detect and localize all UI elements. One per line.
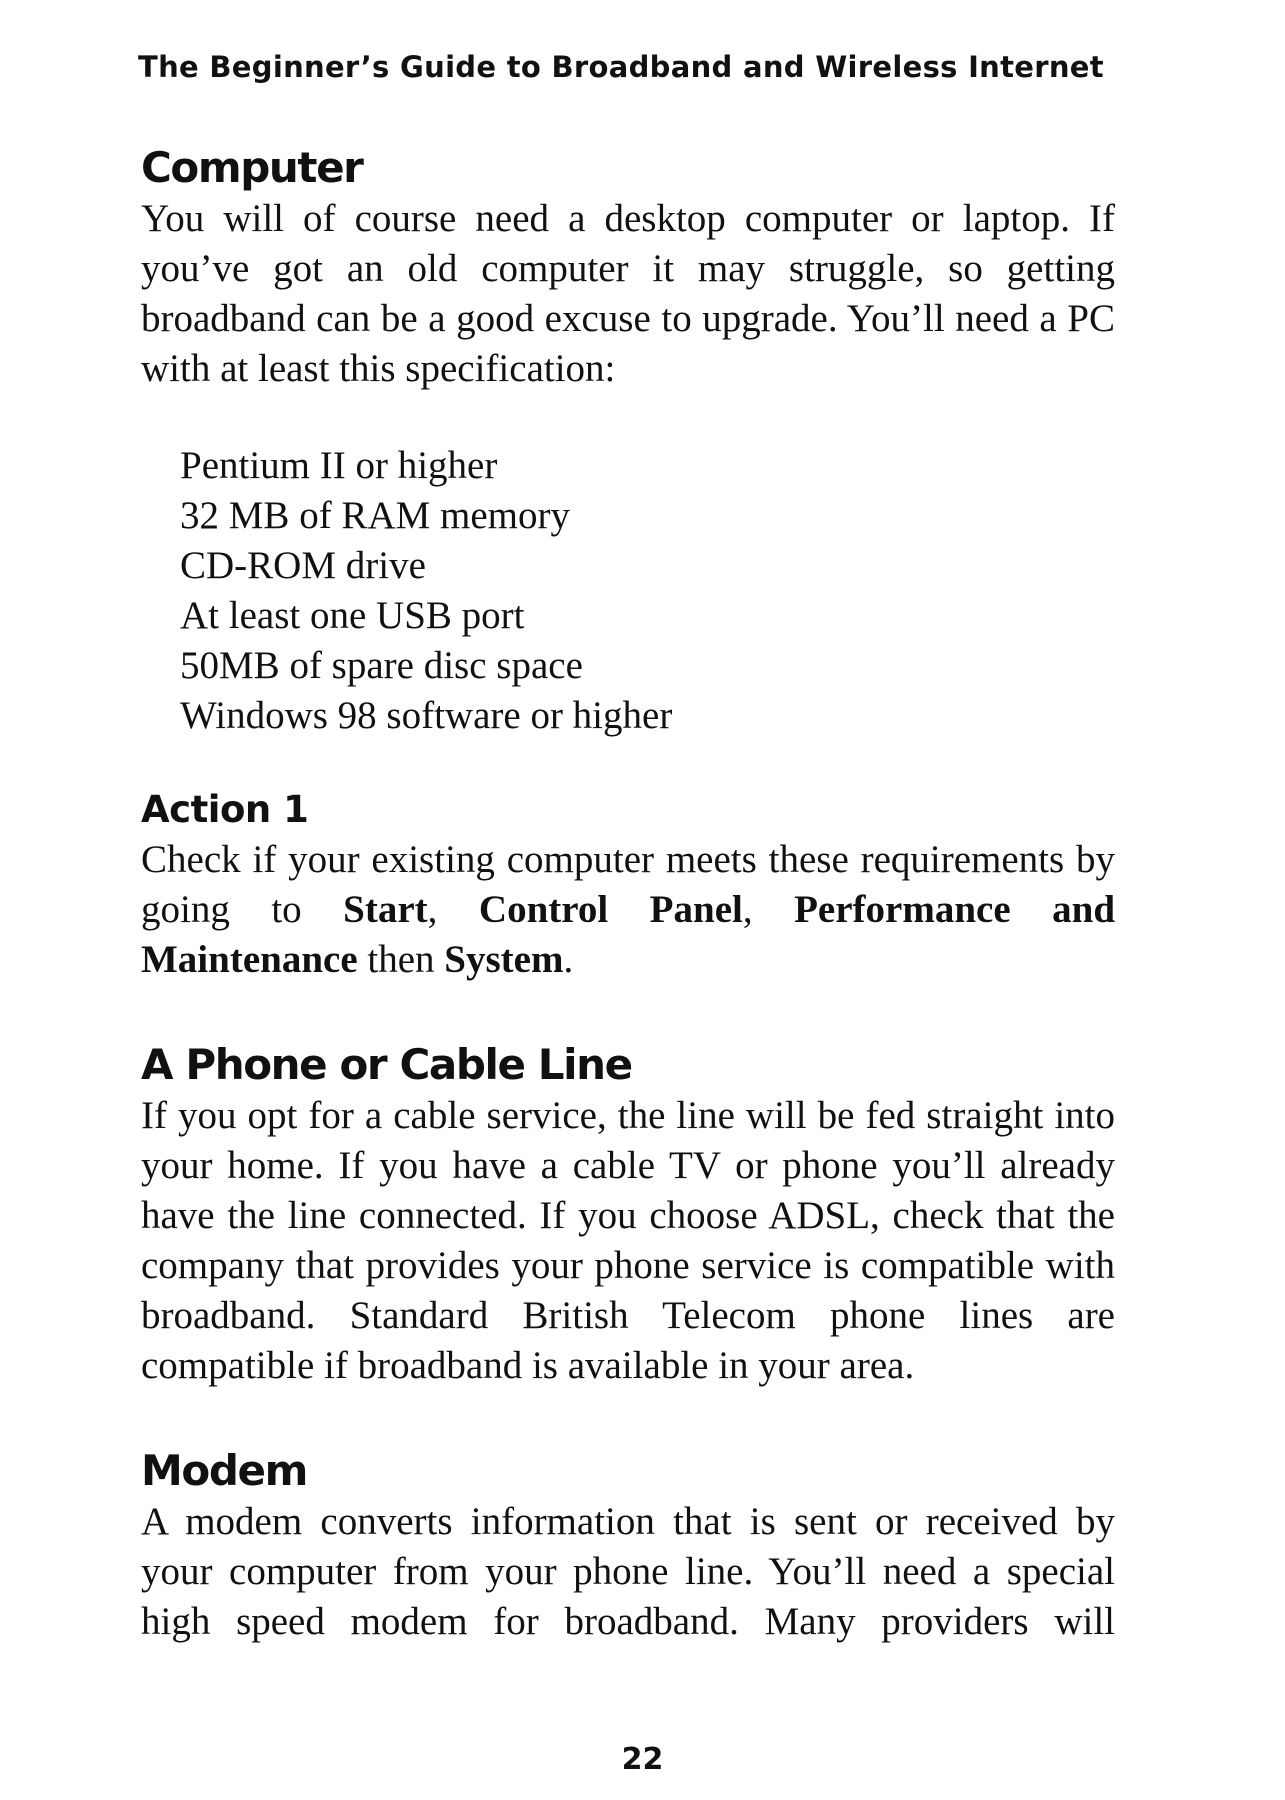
action-separator: , xyxy=(742,888,795,931)
spec-item: CD-ROM drive xyxy=(180,544,426,587)
page-number: 22 xyxy=(621,1742,664,1777)
action-paragraph xyxy=(141,835,1115,985)
action-separator: , xyxy=(427,888,479,931)
modem-paragraph: A modem converts information that is sent or received by your computer from your phone line. You’ll need a special high speed modem for broadband. Many providers will xyxy=(141,1500,1115,1643)
section-modem xyxy=(141,1445,1115,1647)
phone-heading: A Phone or Cable Line xyxy=(141,1040,632,1089)
action-text-3: . xyxy=(563,938,574,981)
action-text-2: then xyxy=(357,938,445,981)
page-content xyxy=(141,142,1115,1647)
menu-start: Start xyxy=(343,888,428,931)
section-phone-cable xyxy=(141,1039,1115,1391)
spec-item: 32 MB of RAM memory xyxy=(180,494,570,537)
spec-item: At least one USB port xyxy=(180,594,525,637)
action-heading: Action 1 xyxy=(141,788,309,831)
section-computer xyxy=(141,142,1115,741)
spec-item: 50MB of spare disc space xyxy=(180,644,583,687)
modem-heading: Modem xyxy=(141,1446,307,1495)
section-action-1 xyxy=(141,785,1115,985)
spec-item: Pentium II or higher xyxy=(180,444,498,487)
phone-paragraph: If you opt for a cable service, the line will be fed straight into your home. If you have a cable TV or phone you’ll already have the line connected. If you choose ADSL, check that the company that provides your phone service is compatible with broadband. Standard British Telecom phone lines are compatible if broadband is available in your area. xyxy=(141,1094,1115,1387)
computer-paragraph: You will of course need a desktop computer or laptop. If you’ve got an old computer it may struggle, so getting broadband can be a good excuse to upgrade. You’ll need a PC with at least this specification: xyxy=(141,197,1115,390)
spec-item: Windows 98 software or higher xyxy=(180,694,673,737)
menu-control-panel: Control Panel xyxy=(478,888,743,931)
menu-performance-maintenance: Performance and Maintenance xyxy=(141,888,1116,981)
running-head: The Beginner’s Guide to Broadband and Wireless Internet xyxy=(138,50,1104,84)
action-text-1: Check if your existing computer meets these requirements by going to xyxy=(141,838,1115,931)
computer-heading: Computer xyxy=(141,143,363,192)
spec-list xyxy=(141,441,1115,741)
menu-system: System xyxy=(444,938,564,981)
